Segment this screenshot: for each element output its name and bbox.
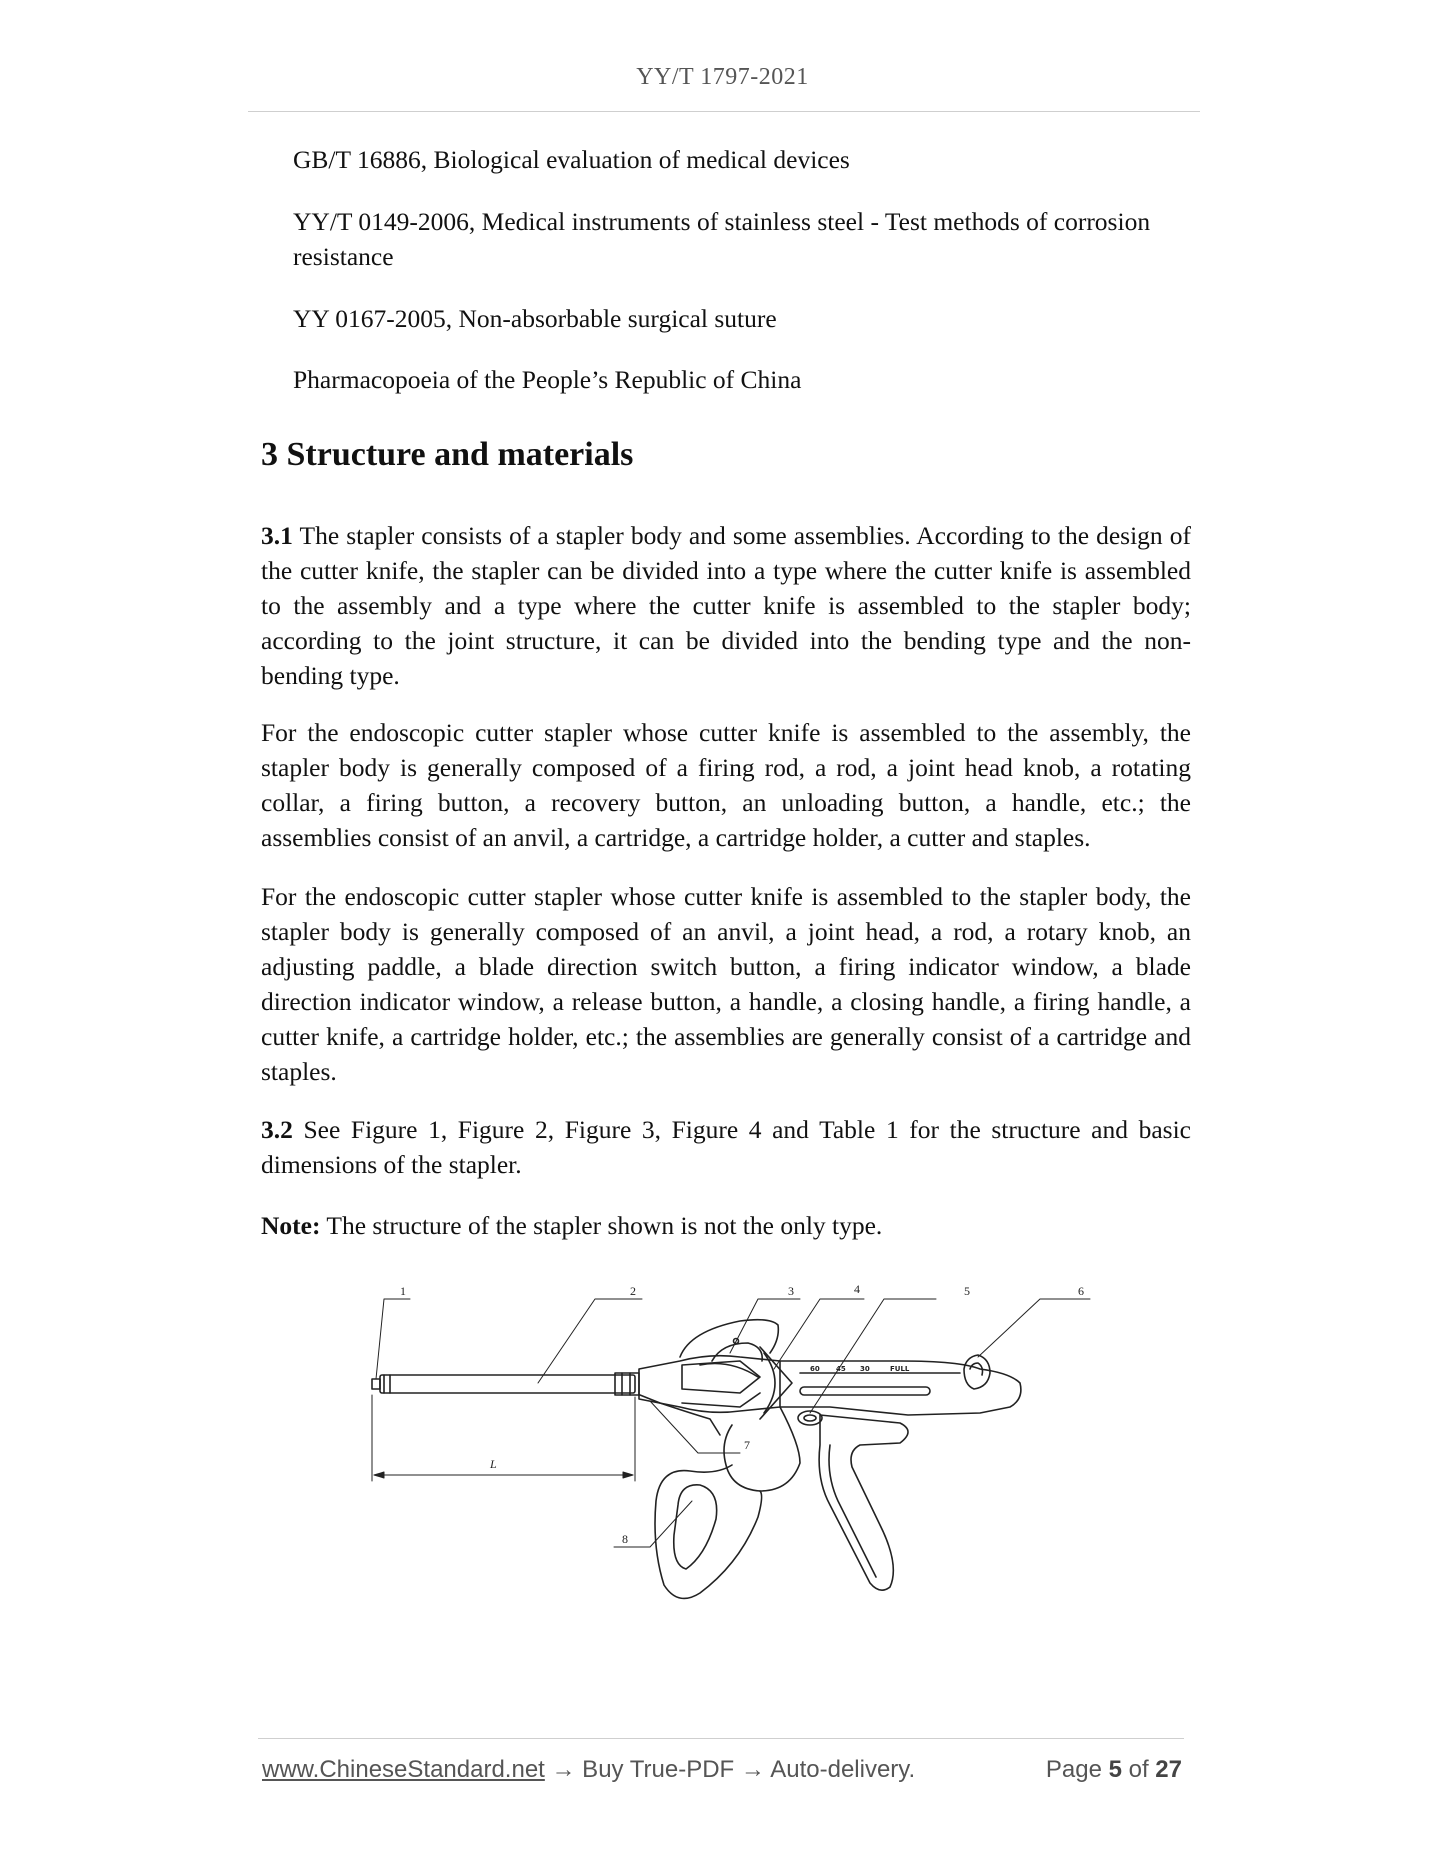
dimension-line bbox=[372, 1395, 635, 1481]
paragraph-3-2 bbox=[261, 1112, 1191, 1182]
dimension-label: L bbox=[490, 1457, 497, 1471]
page-footer bbox=[262, 1756, 1182, 1790]
paragraph-text: See Figure 1, Figure 2, Figure 3, Figure 4 and Table 1 for the structure and basic dimensions of the stapler. bbox=[261, 1115, 1191, 1179]
housing-dome bbox=[680, 1320, 778, 1361]
reference-item: GB/T 16886, Biological evaluation of medical devices bbox=[293, 145, 850, 174]
scale-mark: 30 bbox=[860, 1365, 870, 1373]
callout-leaders bbox=[376, 1299, 1090, 1547]
callout-number: 1 bbox=[400, 1284, 406, 1298]
rotating-knob bbox=[639, 1347, 792, 1419]
paragraph-3-1 bbox=[261, 518, 1191, 693]
callout-labels bbox=[400, 1282, 1084, 1546]
callout-number: 6 bbox=[1078, 1284, 1084, 1298]
current-page-number: 5 bbox=[1108, 1756, 1122, 1783]
callout-number: 4 bbox=[854, 1282, 860, 1296]
note-text: The structure of the stapler shown is not the only type. bbox=[320, 1211, 883, 1240]
callout-number: 8 bbox=[622, 1532, 628, 1546]
callout-number: 5 bbox=[964, 1284, 970, 1298]
callout-number: 7 bbox=[744, 1438, 750, 1452]
firing-indicator-scale bbox=[810, 1365, 910, 1373]
scale-mark: 60 bbox=[810, 1365, 820, 1373]
scale-mark: FULL bbox=[890, 1365, 910, 1373]
footer-promo bbox=[262, 1756, 915, 1784]
reference-item: YY/T 0149-2006, Medical instruments of stainless steel - Test methods of corrosion resistance bbox=[293, 207, 1151, 271]
scale-mark: 45 bbox=[836, 1365, 846, 1373]
of-label: of bbox=[1121, 1756, 1156, 1783]
page-indicator bbox=[1046, 1756, 1182, 1784]
header-standard-code: YY/T 1797-2021 bbox=[636, 64, 809, 90]
paragraph-text: The stapler consists of a stapler body and some assemblies. According to the design of the cutter knife, the stapler can be divided into a type where the cutter knife is assembled to the assembly and a type where the cutter knife is assembled to the stapler body; according to the joint structure, it can be divided into the bending type and the non-bending type. bbox=[261, 521, 1191, 690]
clause-number: 3.1 bbox=[261, 521, 293, 550]
clause-number: 3.2 bbox=[261, 1115, 293, 1144]
stapler-housing bbox=[780, 1355, 1021, 1415]
callout-number: 2 bbox=[630, 1284, 636, 1298]
stapler-lower-body bbox=[640, 1395, 908, 1598]
total-pages: 27 bbox=[1155, 1756, 1182, 1783]
header-divider bbox=[248, 111, 1200, 112]
paragraph-body-type: For the endoscopic cutter stapler whose cutter knife is assembled to the stapler body, the stapler body is generally composed of an anvil, a joint head, a rod, a rotary knob, an adjusting paddle, a blade direction switch button, a firing indicator window, a blade direction indicator window, a release button, a handle, a closing handle, a firing handle, a cutter knife, a cartridge holder, etc.; the assemblies are generally consist of a cartridge and staples. bbox=[261, 882, 1191, 1086]
page-label: Page bbox=[1045, 1756, 1109, 1783]
paragraph-assembly-type: For the endoscopic cutter stapler whose cutter knife is assembled to the assembly, the stapler body is generally composed of a firing rod, a rod, a joint head knob, a rotating collar, a firing button, a recovery button, an unloading button, a handle, etc.; the assemblies consist of an anvil, a cartridge, a cartridge holder, a cutter and staples. bbox=[261, 718, 1191, 852]
note-label: Note: bbox=[261, 1211, 321, 1240]
stapler-figure bbox=[360, 1282, 1120, 1655]
reference-item: Pharmacopoeia of the People’s Republic of China bbox=[293, 365, 802, 394]
note-paragraph bbox=[261, 1208, 1191, 1243]
footer-divider bbox=[258, 1738, 1184, 1739]
website-link[interactable]: www.ChineseStandard.net bbox=[262, 1756, 545, 1783]
section-heading: 3 Structure and materials bbox=[261, 436, 634, 473]
stapler-rod bbox=[372, 1373, 639, 1395]
footer-promo-text: → Buy True-PDF → Auto-delivery. bbox=[544, 1756, 916, 1783]
reference-item: YY 0167-2005, Non-absorbable surgical suture bbox=[293, 304, 777, 333]
callout-number: 3 bbox=[788, 1284, 794, 1298]
